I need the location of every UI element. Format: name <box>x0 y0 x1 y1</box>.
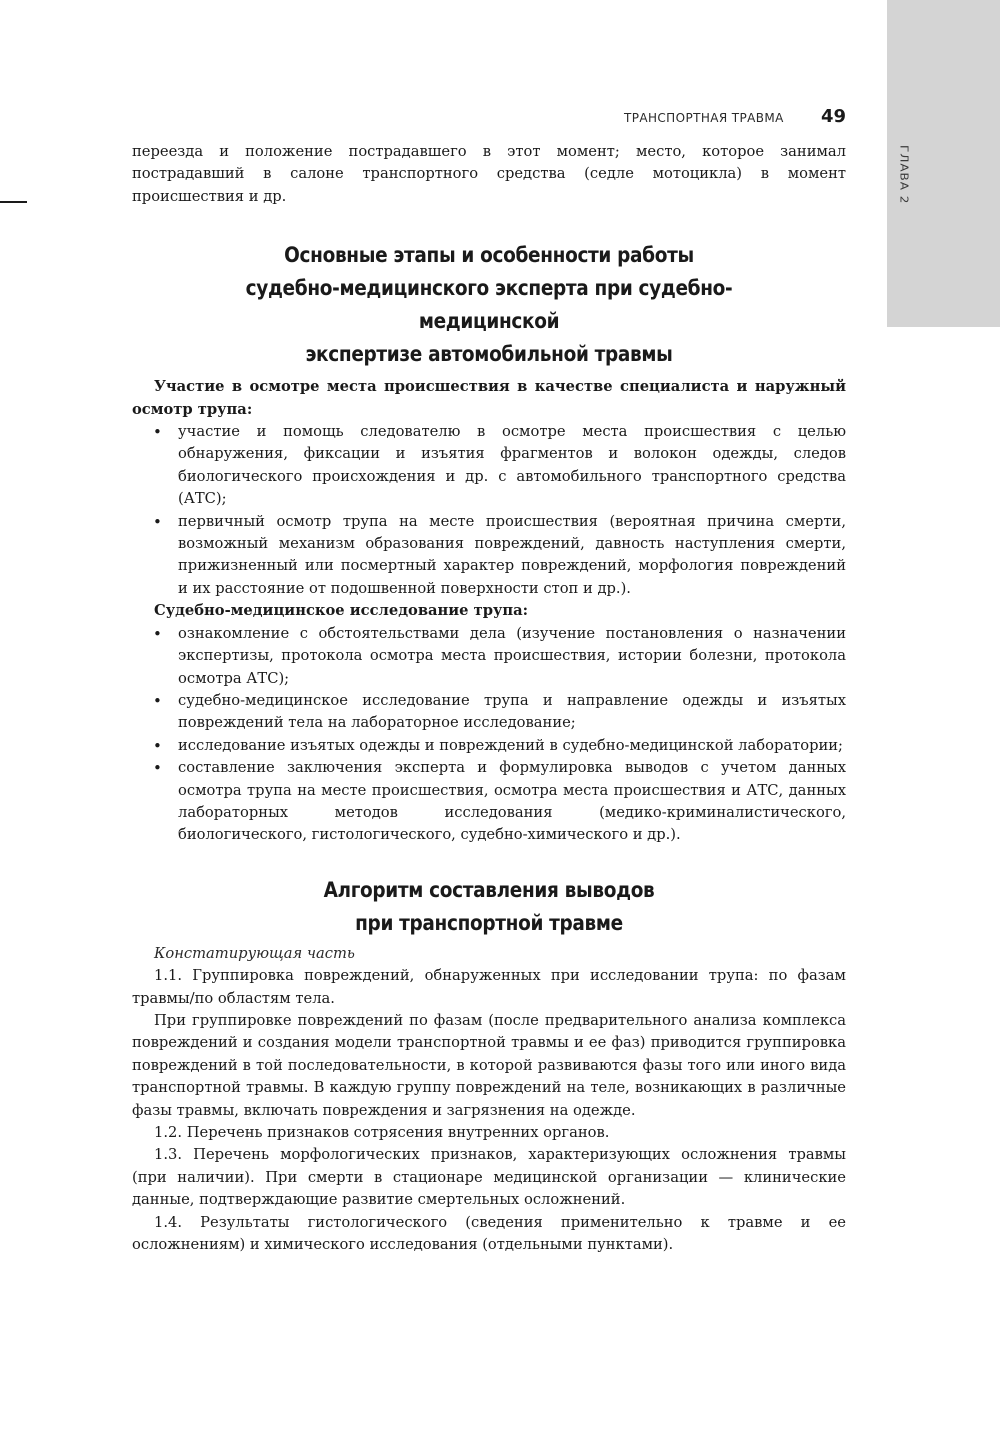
list-item: • первичный осмотр трупа на месте происшествия (вероятная причина смерти, возможный механизм образования повреждений, давность наступления смерти, прижизненный или посмертный характер повреждений, морфология повреждений и их расстояние от подошвенной поверхности стоп и др.). <box>178 511 846 601</box>
intro-paragraph: переезда и положение пострадавшего в этот момент; место, которое занимал пострадавший в салоне транспортного средства (седле мотоцикла) в момент происшествия и др. <box>132 143 846 205</box>
section2-title-line: при транспортной травме <box>355 910 623 936</box>
body-paragraph: 1.2. Перечень признаков сотрясения внутренних органов. <box>154 1124 610 1141</box>
section1-title-line: Основные этапы и особенности работы <box>284 243 694 269</box>
list-item: • ознакомление с обстоятельствами дела (изучение постановления о назначении экспертизы, протокола осмотра места происшествия, истории болезни, протокола осмотра АТС); <box>178 623 846 690</box>
page-content <box>132 141 846 1256</box>
body-paragraph: 1.1. Группировка повреждений, обнаруженных при исследовании трупа: по фазам травмы/по областям тела. <box>132 967 846 1007</box>
body-paragraph: 1.3. Перечень морфологических признаков, характеризующих осложнения травмы (при наличии). При смерти в стационаре медицинской организации — клинические данные, подтверждающие развитие смертельных осложнений. <box>132 1146 846 1209</box>
page-header <box>620 106 846 130</box>
page-number: 49 <box>820 106 846 127</box>
body-paragraph: 1.4. Результаты гистологического (сведения применительно к травме и ее осложнениям) и химического исследования (отдельными пунктами). <box>132 1213 846 1254</box>
section2-title <box>182 874 796 940</box>
chapter-tab-label: ГЛАВА 2 <box>897 145 911 205</box>
list-item: • исследование изъятых одежды и повреждений в судебно-медицинской лаборатории; <box>178 735 846 757</box>
subsection1-lead: Участие в осмотре места происшествия в качестве специалиста и наружный осмотр трупа: <box>132 378 846 418</box>
list-item: • судебно-медицинское исследование трупа и направление одежды и изъятых повреждений тела на лабораторное исследование; <box>178 690 846 735</box>
subsection2-lead: Судебно-медицинское исследование трупа: <box>154 602 529 620</box>
section2-title-line: Алгоритм составления выводов <box>323 877 655 903</box>
section1-title <box>182 239 796 371</box>
running-title: ТРАНСПОРТНАЯ ТРАВМА <box>624 111 784 125</box>
section1-title-line: экспертизе автомобильной травмы <box>305 342 673 368</box>
margin-marker <box>0 201 27 203</box>
list-item: • участие и помощь следователю в осмотре места происшествия с целью обнаружения, фиксации и изъятия фрагментов и волокон одежды, следов биологического происхождения и др. с автомобильного транспортного средства (АТС); <box>178 421 846 511</box>
section1-title-line: судебно-медицинского эксперта при судебно-медицинской <box>245 276 733 335</box>
subsection2-list <box>132 623 846 847</box>
list-item: • составление заключения эксперта и формулировка выводов с учетом данных осмотра трупа на месте происшествия, осмотра места происшествия и АТС, данных лабораторных методов исследования (медико-криминалистического, биологического, гистологического, судебно-химического и др.). <box>178 757 846 847</box>
part-label: Констатирующая часть <box>154 944 355 962</box>
subsection1-list <box>132 421 846 600</box>
body-paragraph: При группировке повреждений по фазам (после предварительного анализа комплекса повреждений и создания модели транспортной травмы и ее фаз) приводится группировка повреждений в той последовательности, в которой развиваются фазы того или иного вида транспортной травмы. В каждую группу повреждений на теле, возникающих в различные фазы травмы, включать повреждения и загрязнения на одежде. <box>132 1011 846 1119</box>
